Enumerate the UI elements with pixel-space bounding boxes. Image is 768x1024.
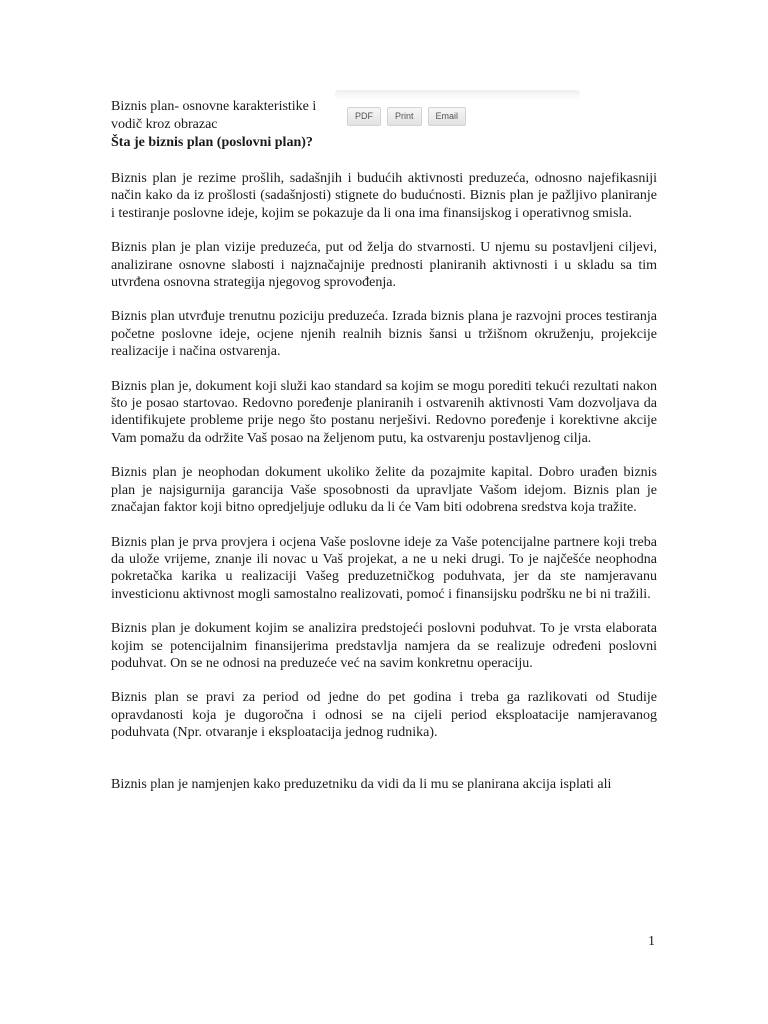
paragraph: Biznis plan je prva provjera i ocjena Vaše poslovne ideje za Vaše potencijalne partnere koji treba da ulože vrijeme, znanje ili novac u Vaš projekat, a ne u neki drugi. To je najčešće neophodna pokretačka karika u realizaciji Vašeg preduzetničkog poduhvata, jer da ste namjeravanu investicionu aktivnost mogli samostalno realizovati, pomoć i finansijsku podršku ne bi ni tražili. — [111, 534, 657, 602]
paragraph: Biznis plan utvrđuje trenutnu poziciju preduzeća. Izrada biznis plana je razvojni proces testiranja početne poslovne ideje, ocjene njenih realnih biznis šansi u tržišnom okruženju, projekcije realizacije i načina ostvarenja. — [111, 309, 657, 360]
paragraph: Biznis plan je namjenjen kako preduzetniku da vidi da li mu se planirana akcija isplati ali — [111, 776, 612, 792]
email-button[interactable]: Email — [428, 107, 467, 126]
document-title: Biznis plan- osnovne karakteristike i vodič kroz obrazac — [111, 99, 317, 132]
section-heading: Šta je biznis plan (poslovni plan)? — [111, 135, 313, 150]
pdf-button[interactable]: PDF — [347, 107, 381, 126]
document-body — [111, 170, 657, 810]
paragraph: Biznis plan je plan vizije preduzeća, put od želja do stvarnosti. U njemu su postavljeni ciljevi, analizirane osnovne slabosti i najznačajnije prednosti planiranih aktivnosti i u skladu sa tim utvrđena osnovna strategija njegovog sprovođenja. — [111, 240, 657, 291]
share-toolbar — [347, 107, 466, 126]
print-button[interactable]: Print — [387, 107, 422, 126]
paragraph: Biznis plan je neophodan dokument ukoliko želite da pozajmite kapital. Dobro urađen biznis plan je najsigurnija garancija Vaše sposobnosti da upravljate Vašom idejom. Biznis plan je značajan faktor koji bitno opredjeljuje odluku da li će Vam biti odobrena sredstva koja tražite. — [111, 465, 657, 516]
paragraph: Biznis plan je rezime prošlih, sadašnjih i budućih aktivnosti preduzeća, odnosno najefikasniji način kako da iz prošlosti (sadašnjosti) stignete do budućnosti. Biznis plan je pažljivo planiranje i testiranje poslovne ideje, kojim se pokazuje da li ona ima finansijskog i operativnog smisla. — [111, 171, 657, 221]
document-header — [111, 98, 341, 152]
paragraph: Biznis plan se pravi za period od jedne do pet godina i treba ga razlikovati od Studije opravdanosti koja je dugoročna i odnosi se na cijeli period eksploatacije namjeravanog poduhvata (Npr. otvaranje i eksploatacija jednog rudnika). — [111, 690, 657, 741]
paragraph: Biznis plan je dokument kojim se analizira predstojeći poslovni poduhvat. To je vrsta elaborata kojim se potencijalnim finansijerima predstavlja namjera da se realizuje određeni poslovni poduhvat. On se ne odnosi na preduzeće već na savim konkretnu operaciju. — [111, 621, 657, 671]
page-number: 1 — [648, 934, 655, 949]
toolbar-backdrop — [335, 90, 580, 100]
paragraph: Biznis plan je, dokument koji služi kao standard sa kojim se mogu porediti tekući rezultati nakon što je posao startovao. Redovno poređenje planiranih i ostvarenih aktivnosti Vam dozvoljava da identifikujete probleme prije nego što postanu nerješivi. Redovno poređenje i korektivne akcije Vam pomažu da održite Vaš posao na željenom putu, ka ostvarenju postavljenog cilja. — [111, 378, 657, 446]
